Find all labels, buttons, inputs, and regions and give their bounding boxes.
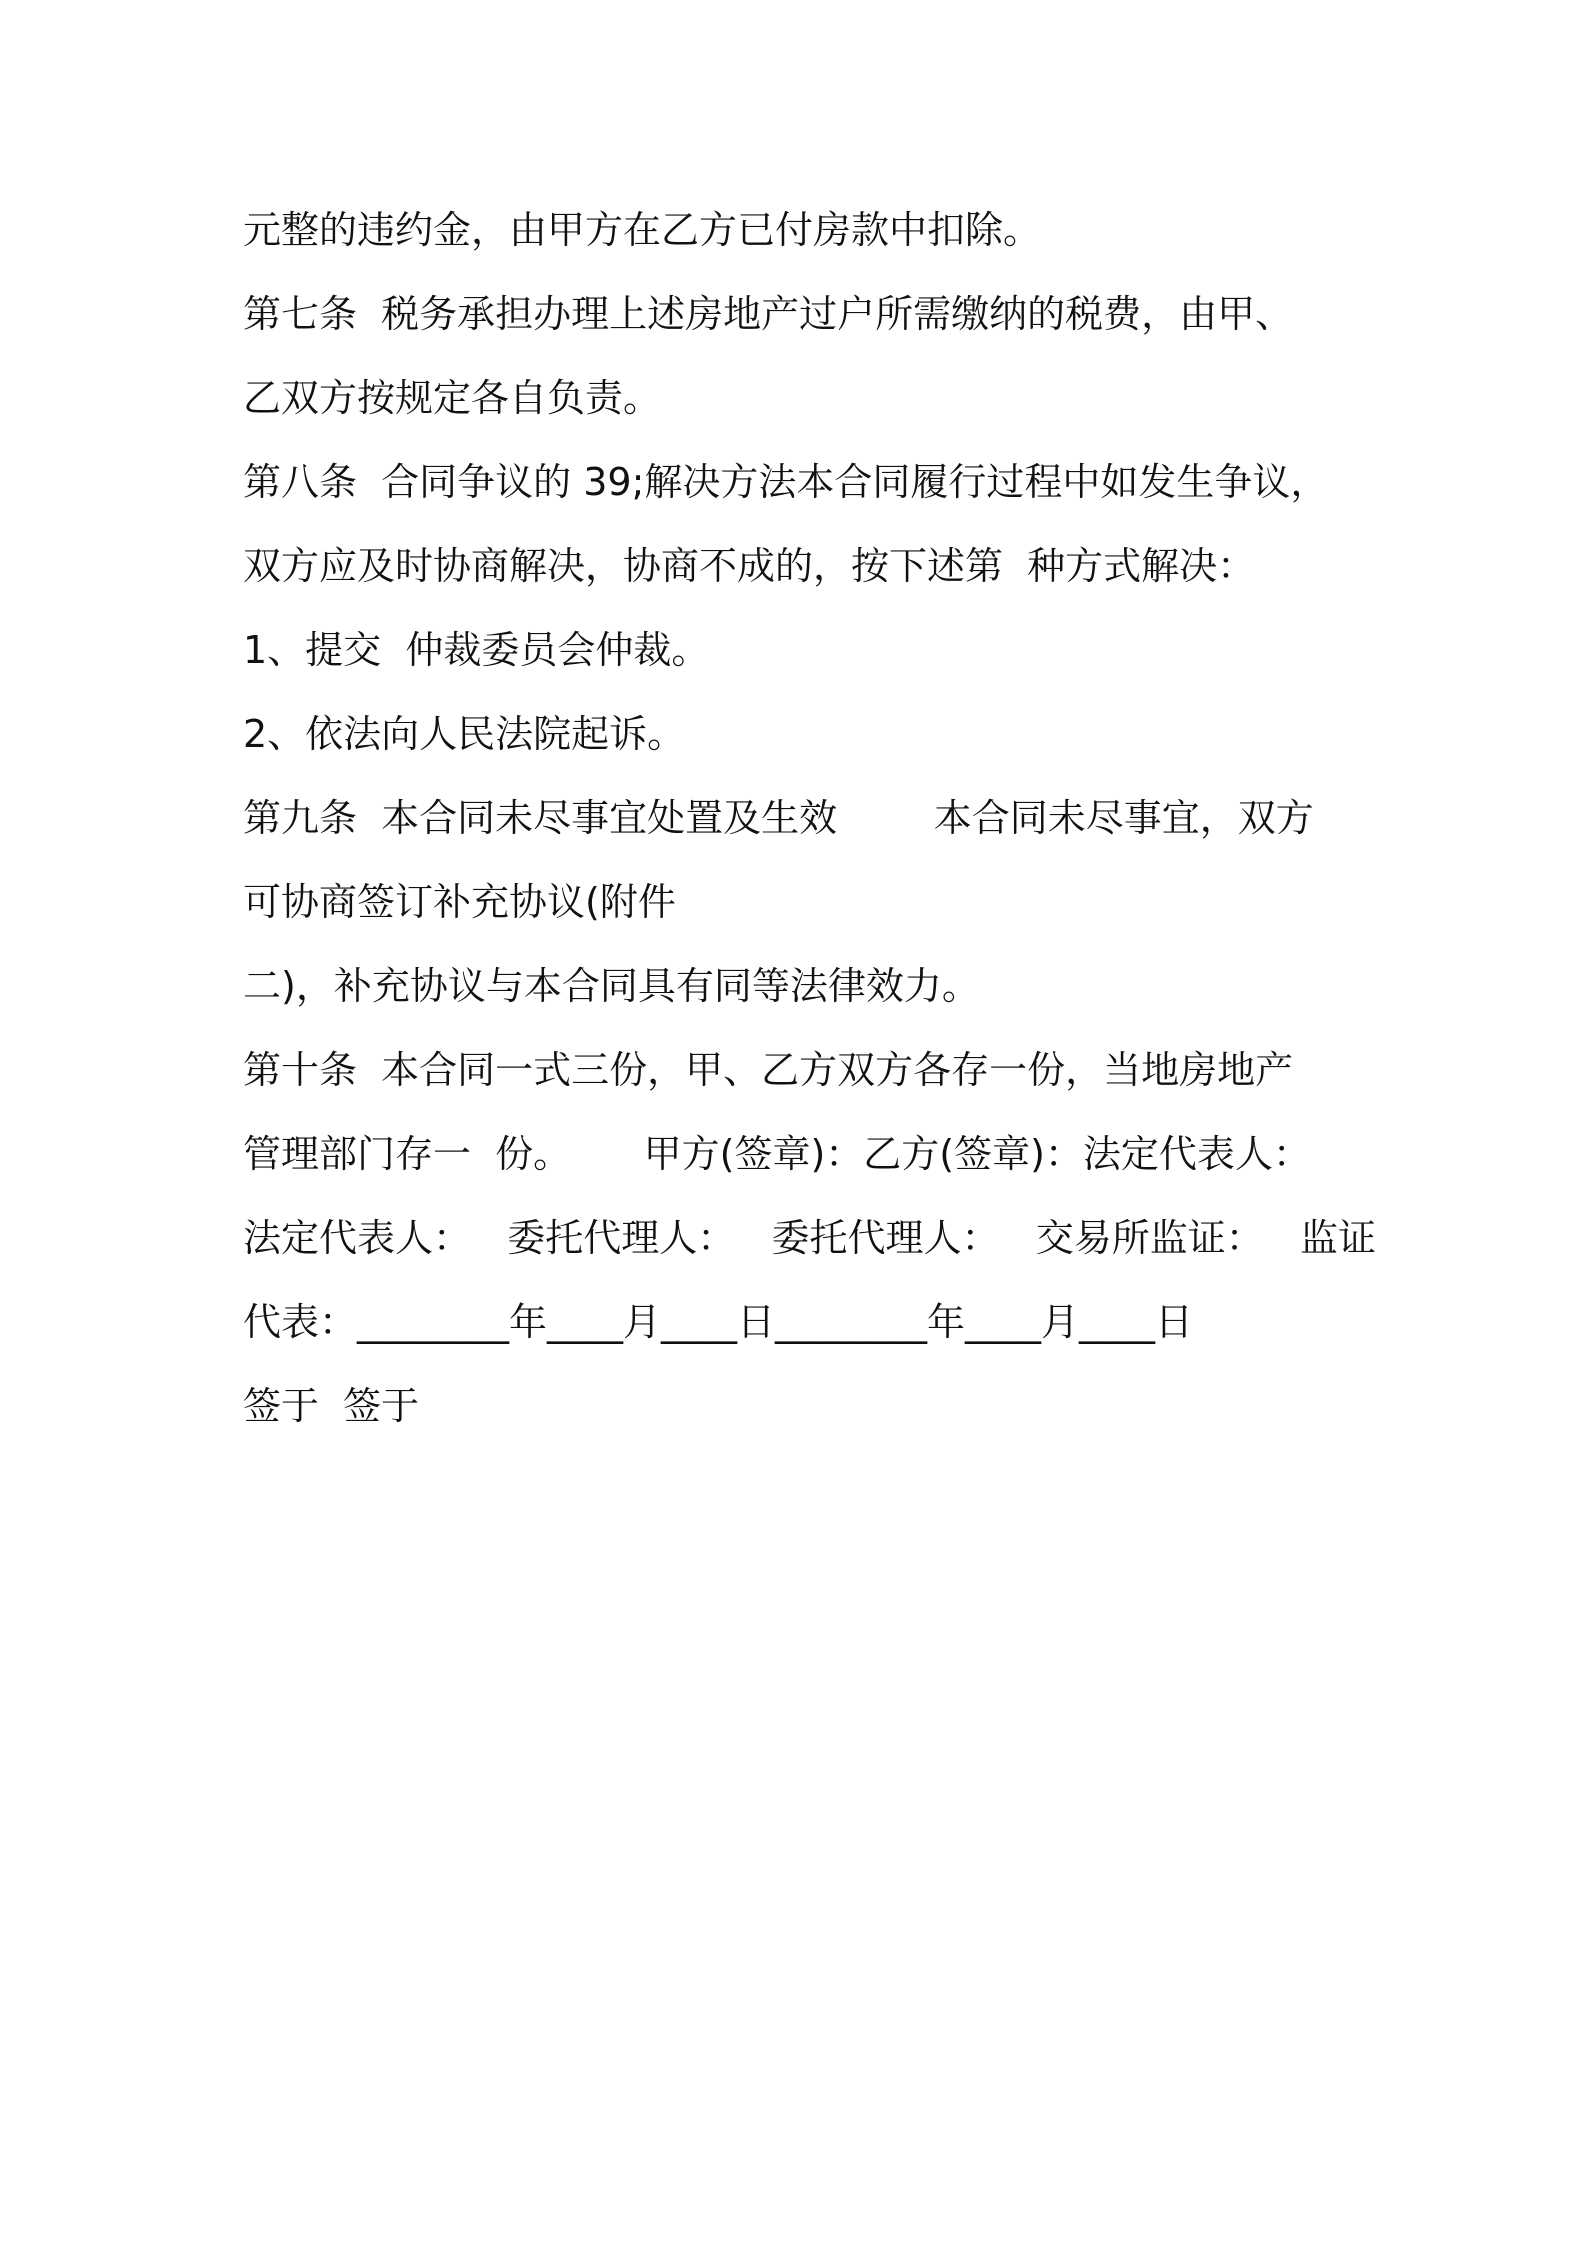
text-line-article-8-cont: 双方应及时协商解决，协商不成的，按下述第 种方式解决： bbox=[243, 544, 1256, 588]
text-line-article-9-cont: 可协商签订补充协议(附件 bbox=[243, 880, 676, 924]
text-line-signature-parties: 管理部门存一 份。 甲方(签章)：乙方(签章)：法定代表人： bbox=[243, 1132, 1311, 1176]
text-line-dates: 代表：________年____月____日________年____月____日 bbox=[243, 1300, 1194, 1344]
text-line-article-7: 第七条 税务承担办理上述房地产过户所需缴纳的税费，由甲、 bbox=[243, 292, 1294, 336]
text-line-representatives: 法定代表人： 委托代理人： 委托代理人： 交易所监证： 监证 bbox=[243, 1216, 1376, 1260]
text-line-option-1: 1、提交 仲裁委员会仲裁。 bbox=[243, 628, 710, 672]
text-line-signed-at: 签于 签于 bbox=[243, 1384, 420, 1428]
text-line-article-9: 第九条 本合同未尽事宜处置及生效 本合同未尽事宜，双方 bbox=[243, 796, 1314, 840]
text-line-penalty: 元整的违约金，由甲方在乙方已付房款中扣除。 bbox=[243, 208, 1042, 252]
text-line-article-10: 第十条 本合同一式三份，甲、乙方双方各存一份，当地房地产 bbox=[243, 1048, 1294, 1092]
text-line-option-2: 2、依法向人民法院起诉。 bbox=[243, 712, 686, 756]
text-line-article-8: 第八条 合同争议的 39;解决方法本合同履行过程中如发生争议， bbox=[243, 460, 1329, 504]
text-line-article-7-cont: 乙双方按规定各自负责。 bbox=[243, 376, 662, 420]
text-line-article-9-end: 二)，补充协议与本合同具有同等法律效力。 bbox=[243, 964, 980, 1008]
